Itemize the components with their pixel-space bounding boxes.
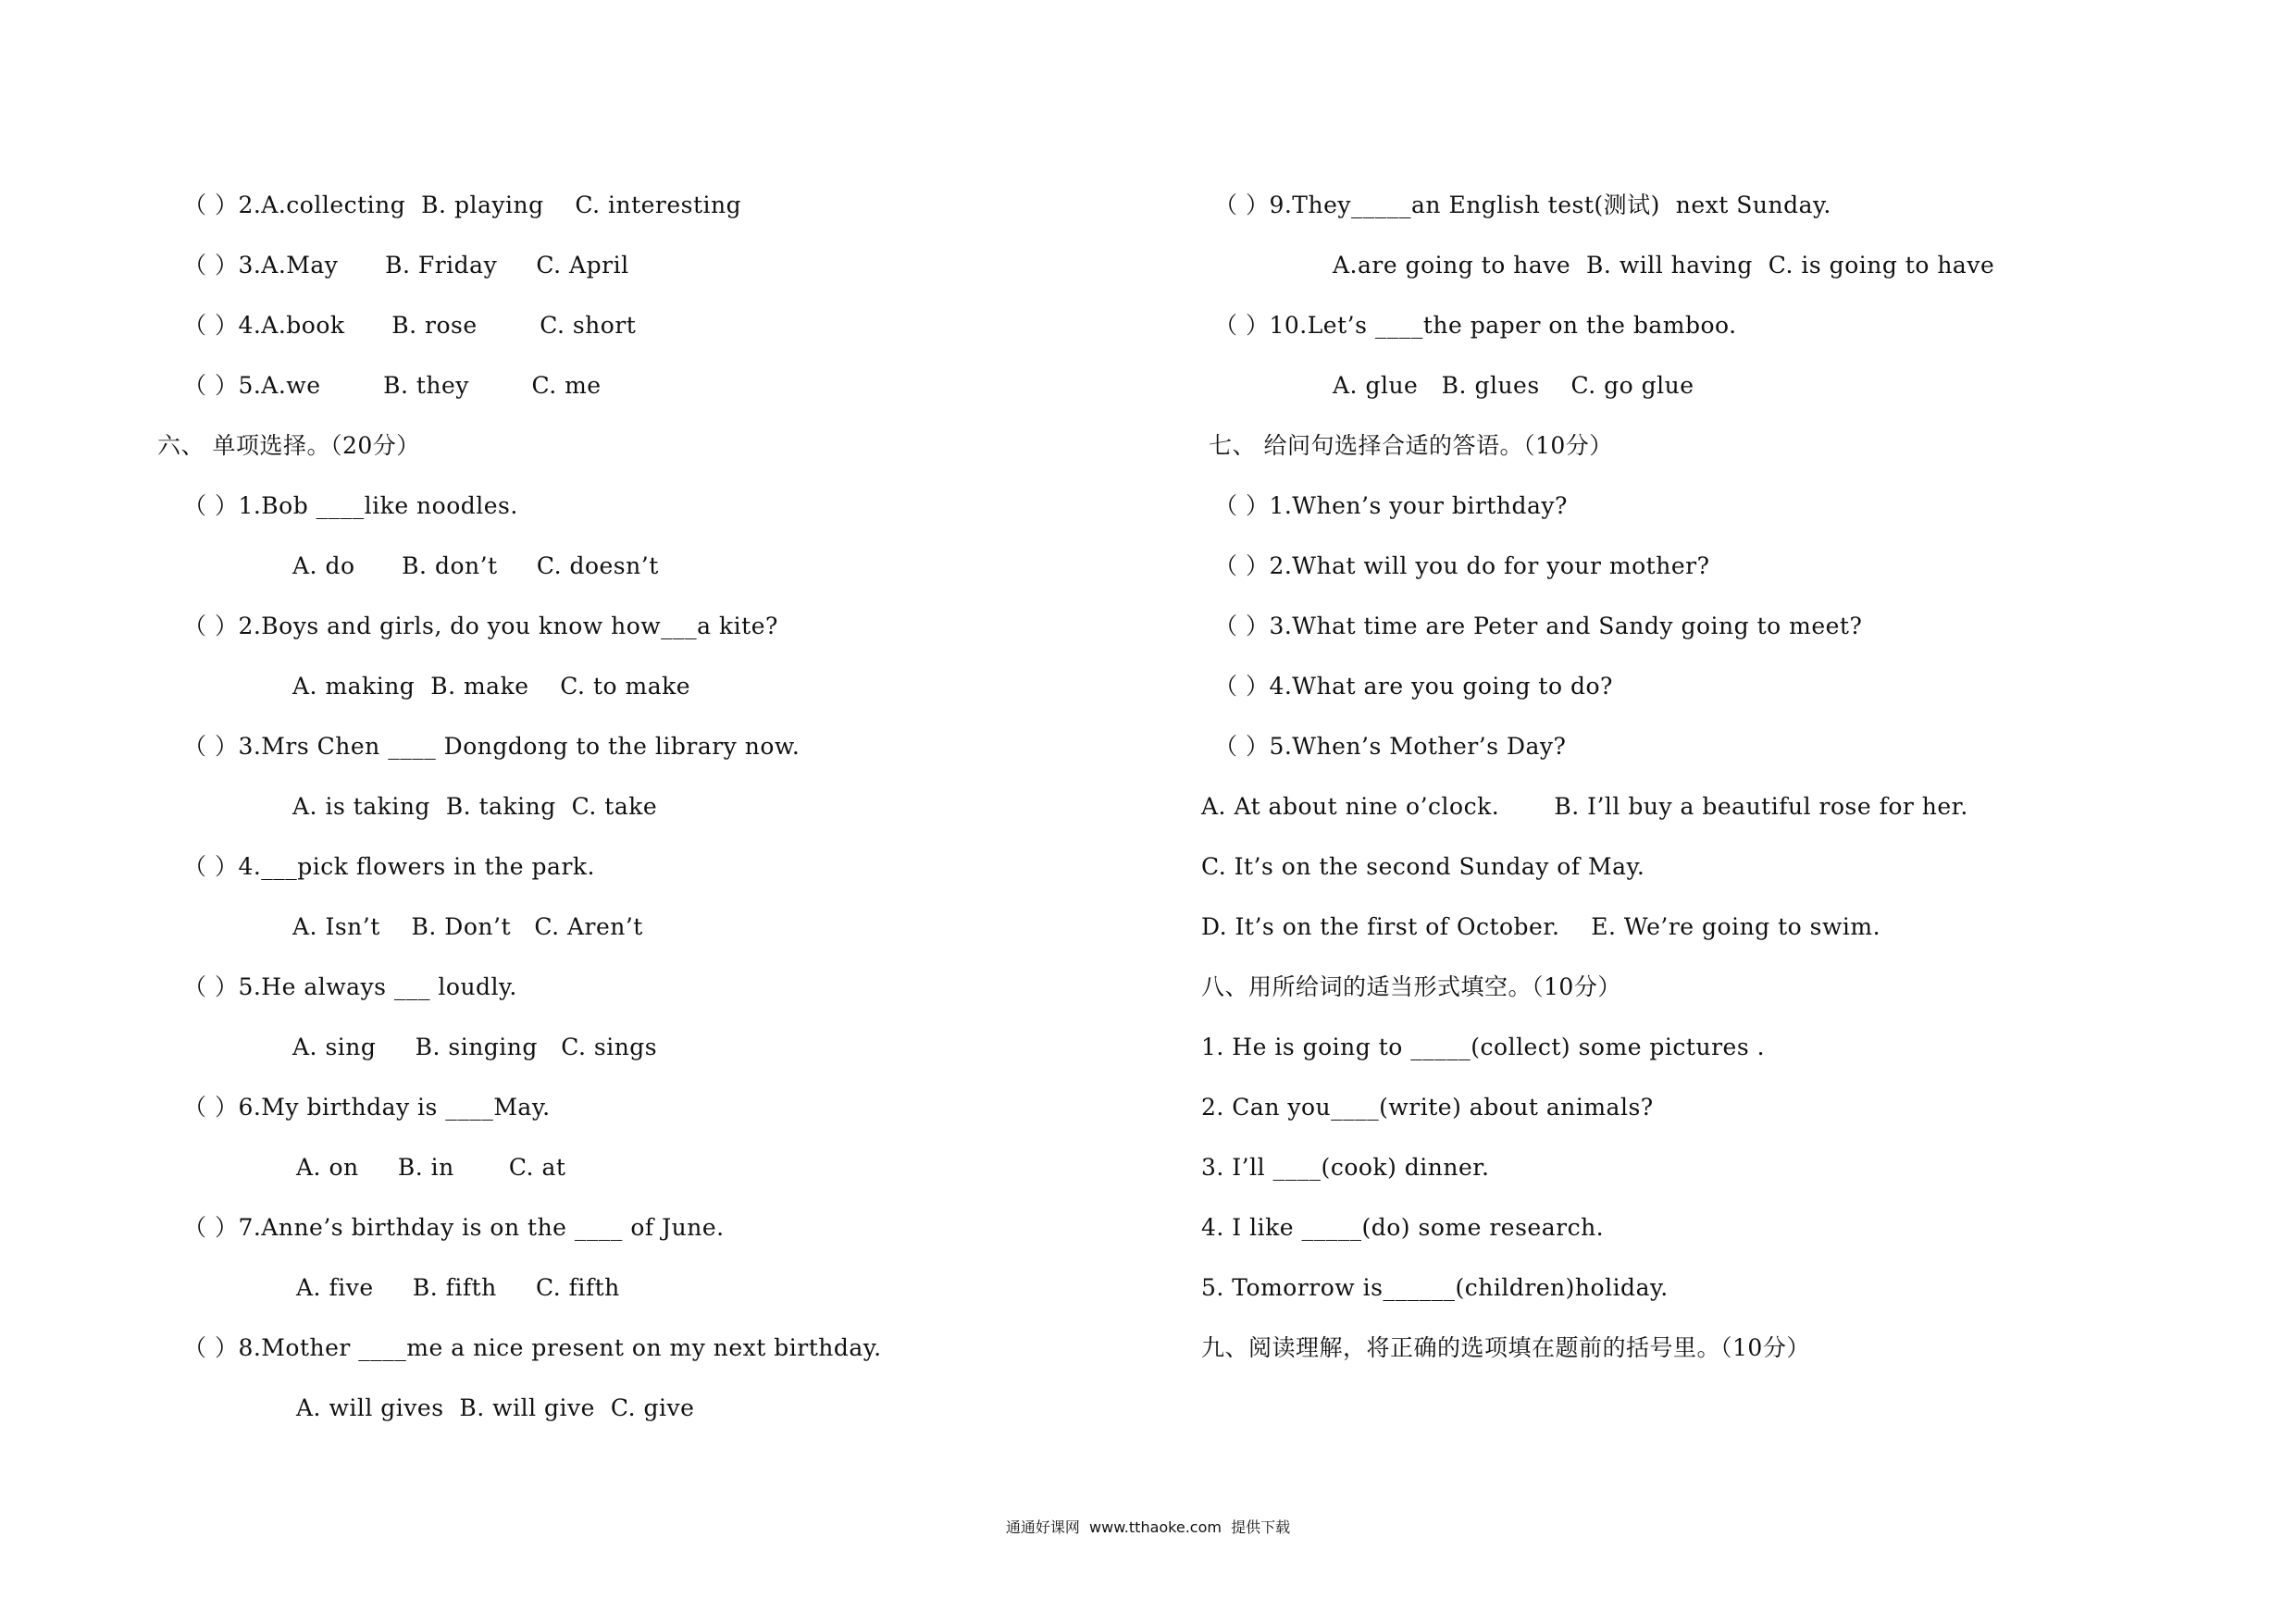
question-line: （ ）5.A.we B. they C. me [183, 372, 602, 399]
question-line: （ ）2.What will you do for your mother? [1214, 552, 1710, 579]
section-heading: 八、用所给词的适当形式填空。（10分） [1201, 973, 1621, 1000]
question-line: （ ）10.Let’s ____the paper on the bamboo. [1214, 312, 1737, 339]
fill-blank-line: 3. I’ll ____(cook) dinner. [1201, 1154, 1490, 1181]
question-line: （ ）3.What time are Peter and Sandy going to meet? [1214, 613, 1863, 639]
fill-blank-line: 2. Can you____(write) about animals? [1201, 1094, 1654, 1121]
options-line: A. will gives B. will give C. give [296, 1394, 695, 1421]
question-line: （ ）4.A.book B. rose C. short [183, 312, 637, 339]
fill-blank-line: 4. I like _____(do) some research. [1201, 1214, 1605, 1241]
question-line: （ ）3.Mrs Chen ____ Dongdong to the library now. [183, 733, 800, 760]
options-line: A.are going to have B. will having C. is going to have [1333, 252, 1995, 279]
options-line: A. making B. make C. to make [292, 673, 691, 700]
section-heading: 六、 单项选择。（20分） [157, 432, 420, 459]
question-line: （ ）9.They_____an English test(测试) next Sunday. [1214, 192, 1831, 218]
question-line: （ ）2.A.collecting B. playing C. interesting [183, 192, 742, 218]
options-line: A. glue B. glues C. go glue [1333, 372, 1694, 399]
options-line: A. sing B. singing C. sings [292, 1034, 658, 1060]
options-line: A. five B. fifth C. fifth [296, 1274, 620, 1301]
answer-options-line: A. At about nine o’clock. B. I’ll buy a beautiful rose for her. [1201, 793, 1968, 820]
question-line: （ ）5.He always ___ loudly. [183, 973, 517, 1000]
question-line: （ ）4.What are you going to do? [1214, 673, 1613, 700]
question-line: （ ）6.My birthday is ____May. [183, 1094, 551, 1121]
question-line: （ ）5.When’s Mother’s Day? [1214, 733, 1567, 760]
question-line: （ ）3.A.May B. Friday C. April [183, 252, 629, 279]
question-line: （ ）1.When’s your birthday? [1214, 492, 1568, 519]
answer-options-line: C. It’s on the second Sunday of May. [1201, 853, 1645, 880]
options-line: A. Isn’t B. Don’t C. Aren’t [292, 913, 643, 940]
options-line: A. is taking B. taking C. take [292, 793, 658, 820]
section-heading: 七、 给问句选择合适的答语。（10分） [1209, 432, 1613, 459]
question-line: （ ）4.___pick flowers in the park. [183, 853, 596, 880]
question-line: （ ）1.Bob ____like noodles. [183, 492, 518, 519]
fill-blank-line: 5. Tomorrow is______(children)holiday. [1201, 1274, 1669, 1301]
question-line: （ ）7.Anne’s birthday is on the ____ of June. [183, 1214, 725, 1241]
fill-blank-line: 1. He is going to _____(collect) some pictures . [1201, 1034, 1766, 1060]
options-line: A. on B. in C. at [296, 1154, 566, 1181]
question-line: （ ）8.Mother ____me a nice present on my next birthday. [183, 1334, 882, 1361]
options-line: A. do B. don’t C. doesn’t [292, 552, 659, 579]
page-footer: 通通好课网 www.tthaoke.com 提供下载 [1005, 1518, 1291, 1536]
section-heading: 九、阅读理解，将正确的选项填在题前的括号里。（10分） [1201, 1334, 1810, 1361]
question-line: （ ）2.Boys and girls, do you know how___a kite? [183, 613, 778, 639]
answer-options-line: D. It’s on the first of October. E. We’re going to swim. [1201, 913, 1881, 940]
